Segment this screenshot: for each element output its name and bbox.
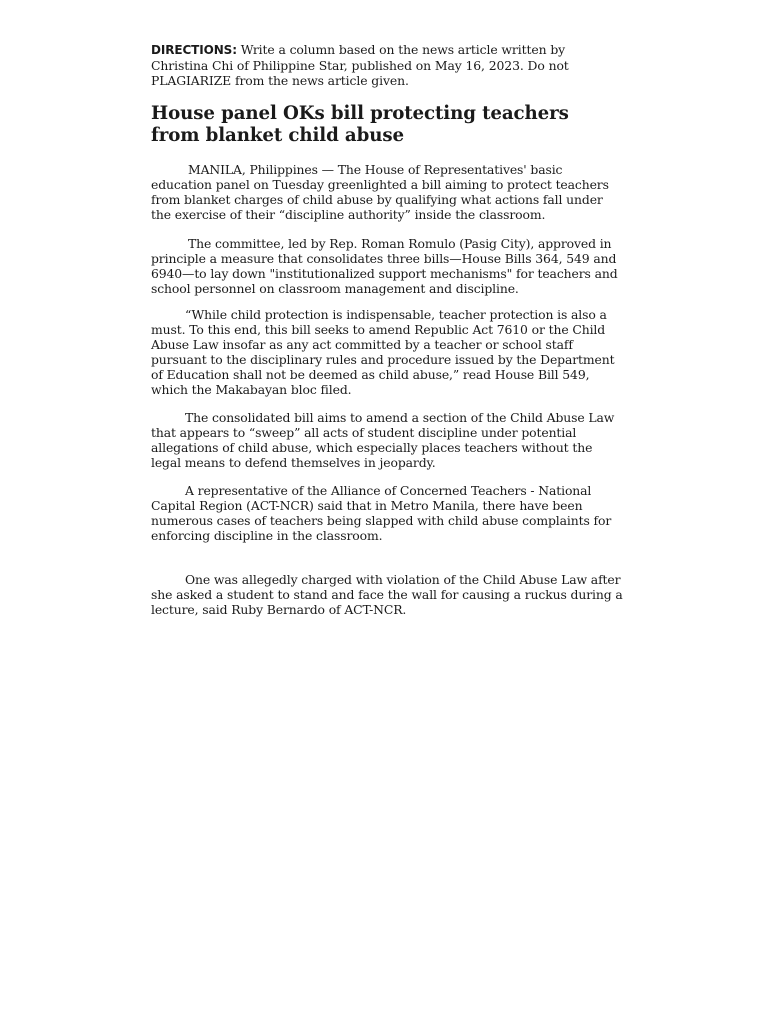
directions-body: Write a column based on the news article written by Christina Chi of Philippine Star, published on May 16, 2023. Do not PLAGIARIZE from the news article given. [151, 42, 569, 88]
article-paragraph: The consolidated bill aims to amend a section of the Child Abuse Law that appears to “sweep” all acts of student discipline under potential allegations of child abuse, which especially places teachers without the legal means to defend themselves in jeopardy. [151, 410, 615, 470]
directions-label: DIRECTIONS: [151, 43, 237, 57]
article-paragraph: MANILA, Philippines — The House of Representatives' basic education panel on Tuesday greenlighted a bill aiming to protect teachers from blanket charges of child abuse by qualifying what actions fall under the exercise of their “discipline authority” inside the classroom. [151, 162, 609, 222]
article-paragraph: “While child protection is indispensable, teacher protection is also a must. To this end, this bill seeks to amend Republic Act 7610 or the Child Abuse Law insofar as any act committed by a teacher or school staff pursuant to the disciplinary rules and procedure issued by the Department of Education shall not be deemed as child abuse,” read House Bill 549, which the Makabayan bloc filed. [151, 307, 615, 397]
article-paragraph: A representative of the Alliance of Concerned Teachers - National Capital Region (ACT-NCR) said that in Metro Manila, there have been numerous cases of teachers being slapped with child abuse complaints for enforcing discipline in the classroom. [151, 483, 612, 543]
article-paragraph: One was allegedly charged with violation of the Child Abuse Law after she asked a student to stand and face the wall for causing a ruckus during a lecture, said Ruby Bernardo of ACT-NCR. [151, 572, 623, 617]
document-page [151, 42, 623, 617]
article-paragraph: The committee, led by Rep. Roman Romulo (Pasig City), approved in principle a measure that consolidates three bills—House Bills 364, 549 and 6940—to lay down "institutionalized support mechanisms" for teachers and school personnel on classroom management and discipline. [151, 236, 618, 296]
directions-text [151, 42, 623, 88]
article-headline: House panel OKs bill protecting teachers from blanket child abuse [151, 103, 569, 146]
